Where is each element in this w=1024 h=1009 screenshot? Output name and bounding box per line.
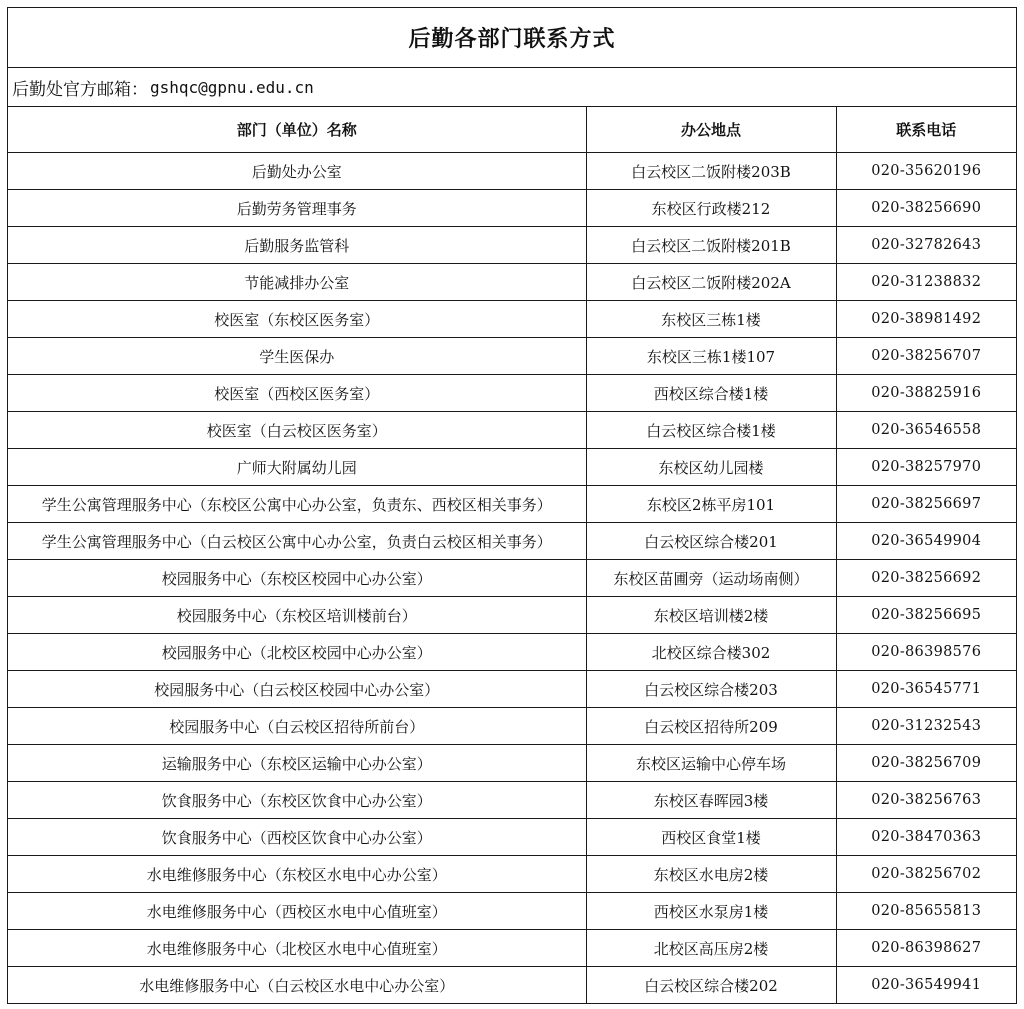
- location-cell: 西校区水泵房1楼: [586, 893, 836, 930]
- department-cell: 校园服务中心（东校区校园中心办公室）: [8, 560, 586, 597]
- table-row: [8, 782, 1016, 819]
- email-row: [8, 68, 1016, 107]
- department-cell: 水电维修服务中心（西校区水电中心值班室）: [8, 893, 586, 930]
- table-row: [8, 227, 1016, 264]
- location-cell: 白云校区二饭附楼201B: [586, 227, 836, 264]
- phone-cell: 020-38470363: [836, 819, 1016, 856]
- department-cell: 校医室（东校区医务室）: [8, 301, 586, 338]
- phone-cell: 020-38256690: [836, 190, 1016, 227]
- phone-cell: 020-38256709: [836, 745, 1016, 782]
- department-cell: 饮食服务中心（西校区饮食中心办公室）: [8, 819, 586, 856]
- table-row: [8, 560, 1016, 597]
- table-row: [8, 819, 1016, 856]
- department-cell: 水电维修服务中心（北校区水电中心值班室）: [8, 930, 586, 967]
- email-label: 后勤处官方邮箱：: [12, 79, 148, 100]
- contact-sheet: [7, 7, 1017, 1004]
- department-cell: 运输服务中心（东校区运输中心办公室）: [8, 745, 586, 782]
- location-cell: 东校区行政楼212: [586, 190, 836, 227]
- table-body: [8, 153, 1016, 1004]
- location-cell: 东校区培训楼2楼: [586, 597, 836, 634]
- title-row: [8, 8, 1016, 68]
- department-cell: 校园服务中心（白云校区招待所前台）: [8, 708, 586, 745]
- location-cell: 白云校区综合楼203: [586, 671, 836, 708]
- table-row: [8, 190, 1016, 227]
- table-row: [8, 745, 1016, 782]
- department-cell: 广师大附属幼儿园: [8, 449, 586, 486]
- column-header-phone: 联系电话: [836, 107, 1016, 153]
- location-cell: 东校区春晖园3楼: [586, 782, 836, 819]
- location-cell: 东校区幼儿园楼: [586, 449, 836, 486]
- department-cell: 校园服务中心（白云校区校园中心办公室）: [8, 671, 586, 708]
- phone-cell: 020-35620196: [836, 153, 1016, 190]
- table-row: [8, 523, 1016, 560]
- location-cell: 东校区运输中心停车场: [586, 745, 836, 782]
- table-row: [8, 412, 1016, 449]
- location-cell: 白云校区综合楼202: [586, 967, 836, 1004]
- phone-cell: 020-36549904: [836, 523, 1016, 560]
- department-cell: 校园服务中心（北校区校园中心办公室）: [8, 634, 586, 671]
- phone-cell: 020-38256763: [836, 782, 1016, 819]
- table-row: [8, 486, 1016, 523]
- phone-cell: 020-36545771: [836, 671, 1016, 708]
- location-cell: 白云校区二饭附楼203B: [586, 153, 836, 190]
- phone-cell: 020-38256692: [836, 560, 1016, 597]
- location-cell: 白云校区综合楼201: [586, 523, 836, 560]
- department-cell: 节能减排办公室: [8, 264, 586, 301]
- table-row: [8, 301, 1016, 338]
- phone-cell: 020-38981492: [836, 301, 1016, 338]
- table-row: [8, 930, 1016, 967]
- table-row: [8, 671, 1016, 708]
- phone-cell: 020-31232543: [836, 708, 1016, 745]
- department-cell: 学生医保办: [8, 338, 586, 375]
- phone-cell: 020-38256695: [836, 597, 1016, 634]
- phone-cell: 020-85655813: [836, 893, 1016, 930]
- department-cell: 校医室（白云校区医务室）: [8, 412, 586, 449]
- department-cell: 校园服务中心（东校区培训楼前台）: [8, 597, 586, 634]
- department-cell: 后勤劳务管理事务: [8, 190, 586, 227]
- phone-cell: 020-36546558: [836, 412, 1016, 449]
- location-cell: 西校区食堂1楼: [586, 819, 836, 856]
- table-row: [8, 893, 1016, 930]
- department-cell: 学生公寓管理服务中心（白云校区公寓中心办公室，负责白云校区相关事务）: [8, 523, 586, 560]
- table-row: [8, 634, 1016, 671]
- location-cell: 东校区2栋平房101: [586, 486, 836, 523]
- phone-cell: 020-38256697: [836, 486, 1016, 523]
- table-row: [8, 967, 1016, 1004]
- contact-table: [8, 107, 1016, 1003]
- department-cell: 水电维修服务中心（白云校区水电中心办公室）: [8, 967, 586, 1004]
- location-cell: 白云校区综合楼1楼: [586, 412, 836, 449]
- page-title: 后勤各部门联系方式: [408, 27, 616, 52]
- phone-cell: 020-86398627: [836, 930, 1016, 967]
- location-cell: 北校区高压房2楼: [586, 930, 836, 967]
- table-row: [8, 264, 1016, 301]
- table-row: [8, 597, 1016, 634]
- department-cell: 校医室（西校区医务室）: [8, 375, 586, 412]
- location-cell: 东校区三栋1楼: [586, 301, 836, 338]
- department-cell: 水电维修服务中心（东校区水电中心办公室）: [8, 856, 586, 893]
- phone-cell: 020-38825916: [836, 375, 1016, 412]
- table-header-row: [8, 107, 1016, 153]
- location-cell: 东校区水电房2楼: [586, 856, 836, 893]
- location-cell: 白云校区招待所209: [586, 708, 836, 745]
- phone-cell: 020-38256707: [836, 338, 1016, 375]
- location-cell: 北校区综合楼302: [586, 634, 836, 671]
- location-cell: 西校区综合楼1楼: [586, 375, 836, 412]
- table-row: [8, 856, 1016, 893]
- department-cell: 学生公寓管理服务中心（东校区公寓中心办公室，负责东、西校区相关事务）: [8, 486, 586, 523]
- department-cell: 后勤处办公室: [8, 153, 586, 190]
- phone-cell: 020-32782643: [836, 227, 1016, 264]
- column-header-location: 办公地点: [586, 107, 836, 153]
- department-cell: 后勤服务监管科: [8, 227, 586, 264]
- phone-cell: 020-38257970: [836, 449, 1016, 486]
- location-cell: 东校区苗圃旁（运动场南侧）: [586, 560, 836, 597]
- email-address: gshqc@gpnu.edu.cn: [150, 77, 314, 97]
- table-row: [8, 338, 1016, 375]
- table-row: [8, 375, 1016, 412]
- table-row: [8, 449, 1016, 486]
- table-row: [8, 153, 1016, 190]
- phone-cell: 020-38256702: [836, 856, 1016, 893]
- department-cell: 饮食服务中心（东校区饮食中心办公室）: [8, 782, 586, 819]
- table-row: [8, 708, 1016, 745]
- location-cell: 东校区三栋1楼107: [586, 338, 836, 375]
- phone-cell: 020-86398576: [836, 634, 1016, 671]
- column-header-department: 部门（单位）名称: [8, 107, 586, 153]
- location-cell: 白云校区二饭附楼202A: [586, 264, 836, 301]
- phone-cell: 020-31238832: [836, 264, 1016, 301]
- phone-cell: 020-36549941: [871, 977, 982, 993]
